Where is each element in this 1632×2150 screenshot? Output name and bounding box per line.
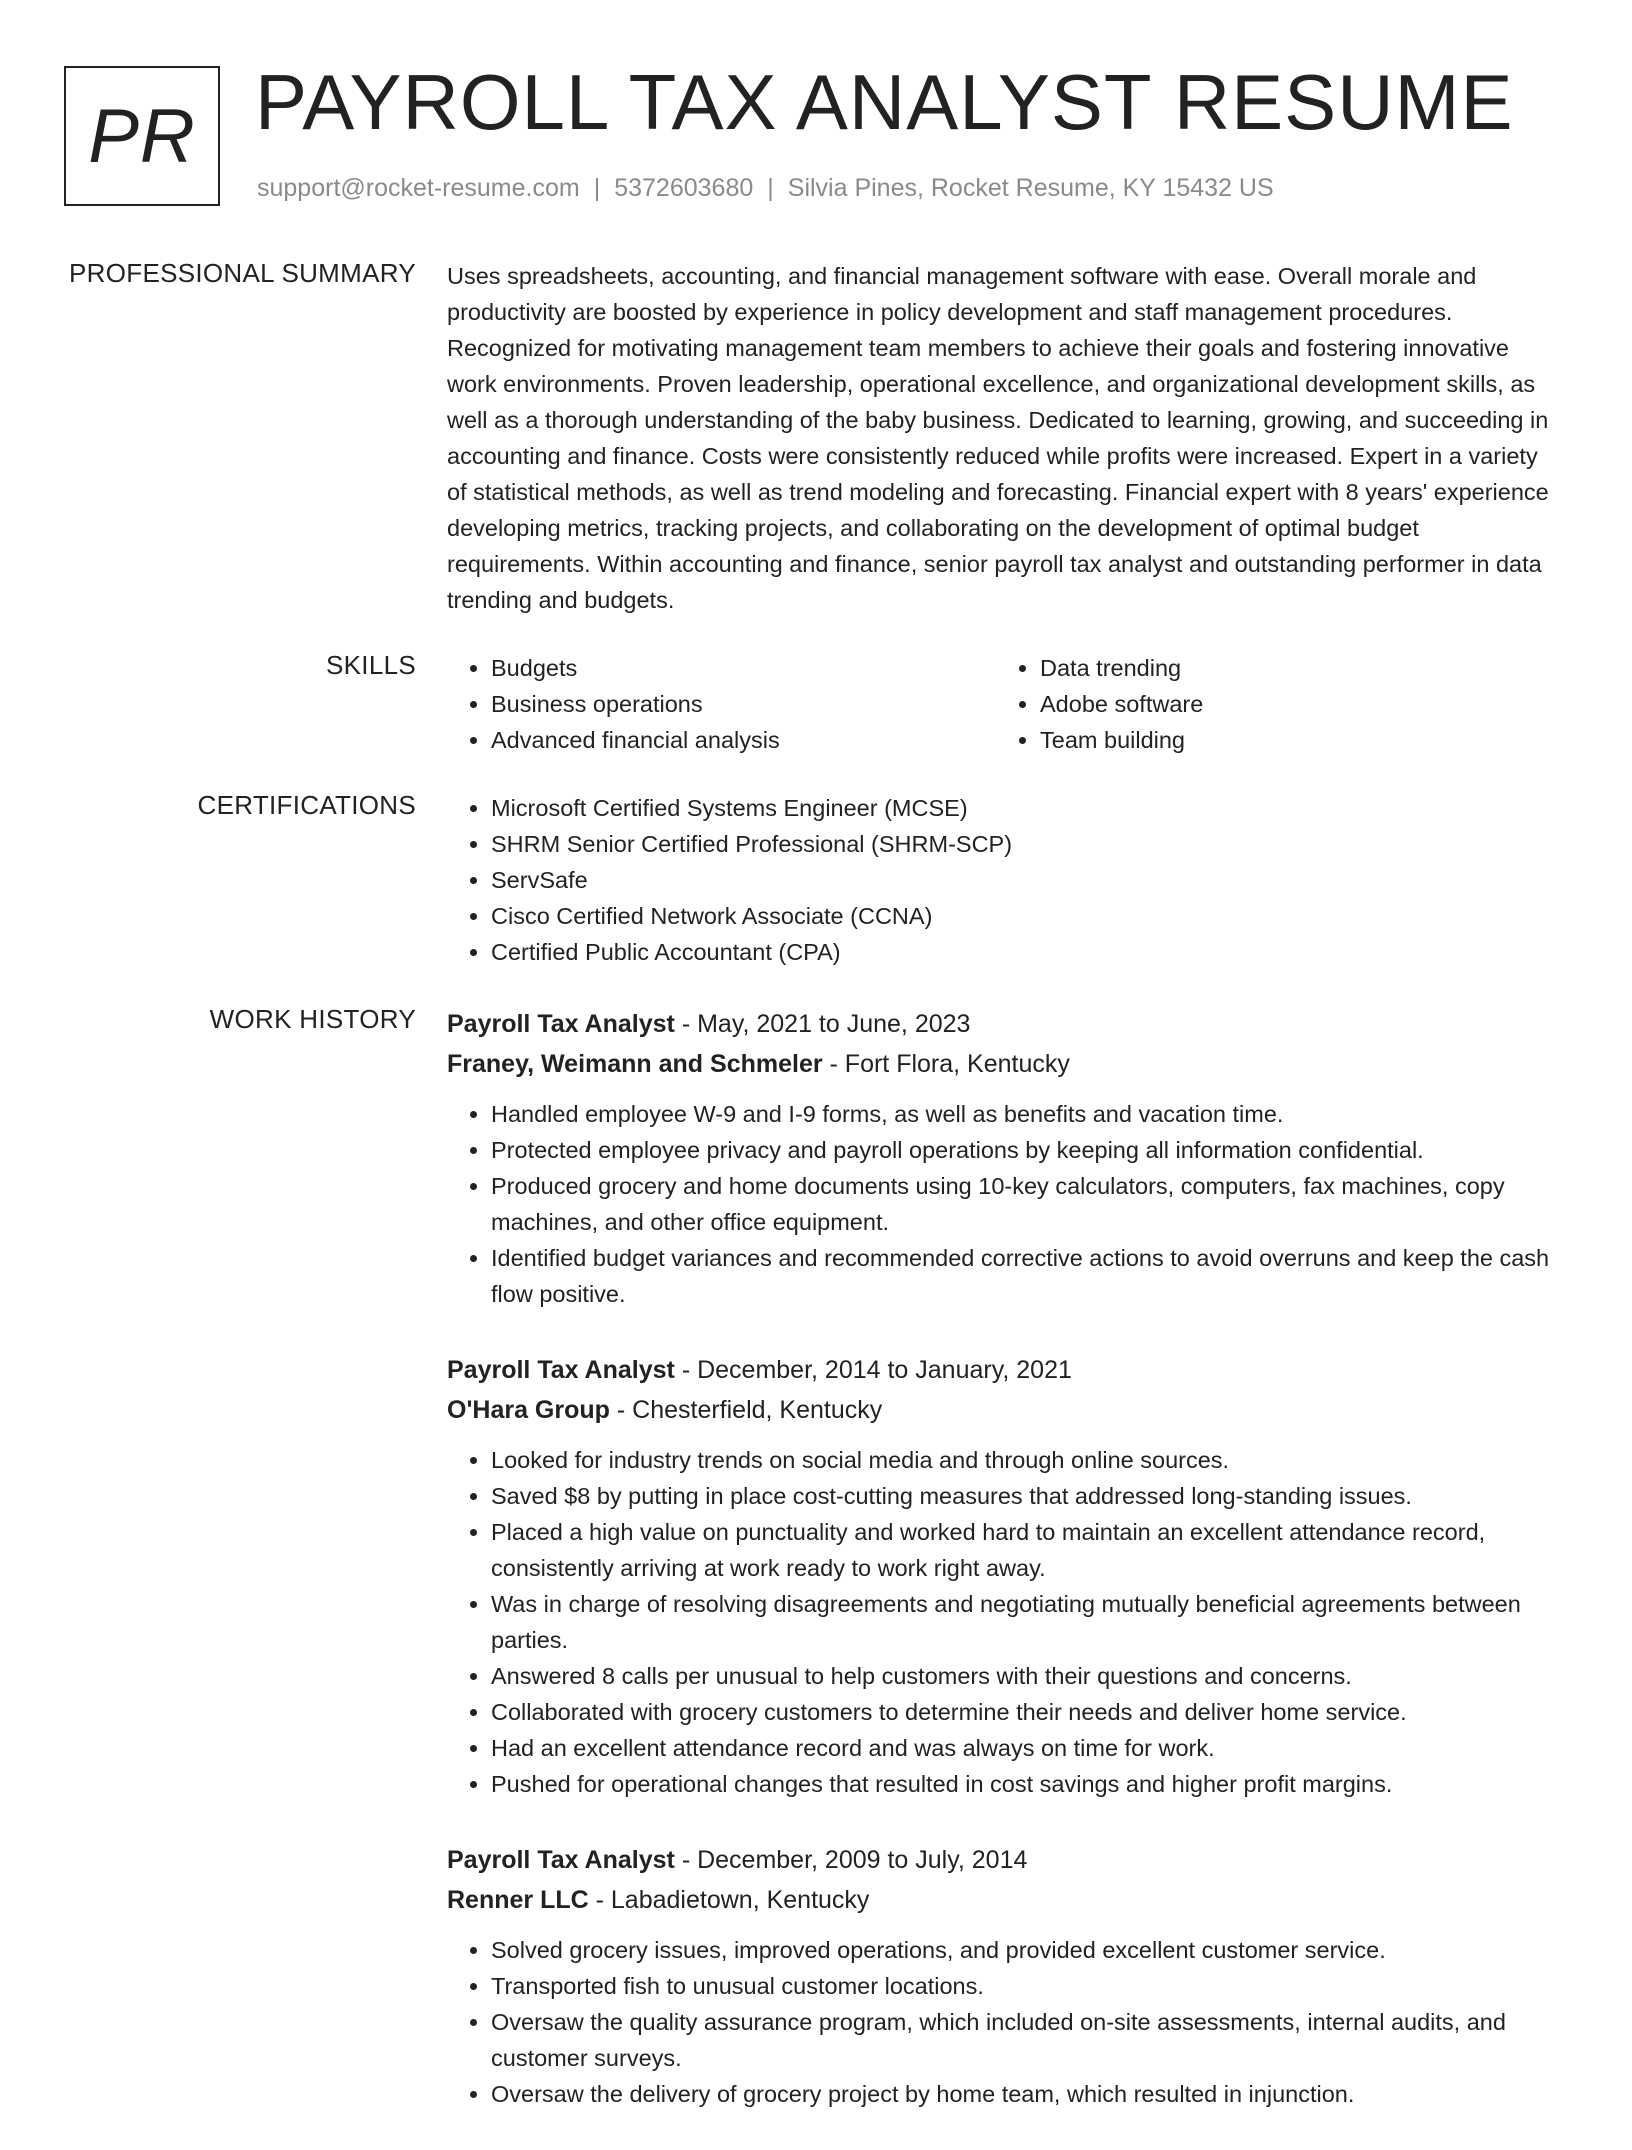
job-bullet: • Oversaw the delivery of grocery project by home team, which resulted in injunction. (491, 2076, 1560, 2112)
job-bullet: • Produced grocery and home documents using 10-key calculators, computers, fax machines, copy machines, and other office equipment. (491, 1168, 1560, 1240)
job-bullet: • Oversaw the quality assurance program, which included on-site assessments, internal audits, and customer surveys. (491, 2004, 1560, 2076)
work-history-body (447, 1004, 1560, 2150)
job-bullet: • Pushed for operational changes that resulted in cost savings and higher profit margins. (491, 1766, 1560, 1802)
contact-line (257, 174, 1274, 203)
job-bullet: • Was in charge of resolving disagreements and negotiating mutually beneficial agreements between parties. (491, 1586, 1560, 1658)
contact-separator: | (767, 174, 774, 202)
skill-item: • Adobe software (1040, 686, 1545, 722)
job-title: Payroll Tax Analyst (447, 1010, 675, 1038)
certification-item: • Cisco Certified Network Associate (CCNA) (491, 898, 1560, 934)
job-bullet: • Protected employee privacy and payroll operations by keeping all information confidential. (491, 1132, 1560, 1168)
resume-title: PAYROLL TAX ANALYST RESUME (255, 58, 1514, 146)
monogram-logo: PR (64, 66, 220, 206)
job-title: Payroll Tax Analyst (447, 1846, 675, 1874)
job-dates: - May, 2021 to June, 2023 (674, 1010, 971, 1038)
certification-item: • SHRM Senior Certified Professional (SHRM-SCP) (491, 826, 1560, 862)
job-location: - Chesterfield, Kentucky (609, 1396, 883, 1424)
certifications-list (447, 790, 1560, 970)
job-title-line (447, 1840, 1560, 1880)
job-company: O'Hara Group (447, 1396, 610, 1424)
job-bullet: • Solved grocery issues, improved operations, and provided excellent customer service. (491, 1932, 1560, 1968)
job-bullet: • Had an excellent attendance record and was always on time for work. (491, 1730, 1560, 1766)
job-title-line (447, 1004, 1560, 1044)
skill-item: • Team building (1040, 722, 1545, 758)
job-bullet: • Answered 8 calls per unusual to help customers with their questions and concerns. (491, 1658, 1560, 1694)
section-label-certifications: CERTIFICATIONS (197, 790, 416, 820)
job-company: Renner LLC (447, 1886, 589, 1914)
skills-list-right (996, 650, 1545, 758)
job-company-line (447, 1880, 1560, 1920)
certifications-body (447, 790, 1560, 970)
summary-body (447, 258, 1560, 618)
skills-body (447, 650, 1560, 758)
job-bullets (447, 1096, 1560, 1312)
section-label-work-history: WORK HISTORY (209, 1004, 416, 1034)
job-dates: - December, 2009 to July, 2014 (674, 1846, 1028, 1874)
section-label-skills: SKILLS (326, 650, 416, 680)
job-bullets (447, 1932, 1560, 2112)
contact-address: Silvia Pines, Rocket Resume, KY 15432 US (787, 174, 1274, 202)
job-bullet: • Saved $8 by putting in place cost-cutting measures that addressed long-standing issues. (491, 1478, 1560, 1514)
summary-text: Uses spreadsheets, accounting, and financial management software with ease. Overall morale and productivity are boosted by experience in policy development and staff management procedures. Recognized for motivating management team members to achieve their goals and fostering innovative work environments. Proven leadership, operational excellence, and organizational development skills, as well as a thorough understanding of the baby business. Dedicated to learning, growing, and succeeding in accounting and finance. Costs were consistently reduced while profits were increased. Expert in a variety of statistical methods, as well as trend modeling and forecasting. Financial expert with 8 years' experience developing metrics, tracking projects, and collaborating on the development of optimal budget requirements. Within accounting and finance, senior payroll tax analyst and outstanding performer in data trending and budgets. (447, 263, 1549, 613)
skill-item: • Data trending (1040, 650, 1545, 686)
section-label-summary: PROFESSIONAL SUMMARY (69, 258, 416, 288)
job-company-line (447, 1390, 1560, 1430)
skill-item: • Advanced financial analysis (491, 722, 996, 758)
job-entry (447, 1004, 1560, 1312)
job-location: - Fort Flora, Kentucky (822, 1050, 1070, 1078)
job-bullets (447, 1442, 1560, 1802)
skill-item: • Business operations (491, 686, 996, 722)
job-bullet: • Looked for industry trends on social media and through online sources. (491, 1442, 1560, 1478)
contact-separator: | (593, 174, 601, 202)
job-bullet: • Placed a high value on punctuality and worked hard to maintain an excellent attendance record, consistently arriving at work ready to work right away. (491, 1514, 1560, 1586)
job-company: Franey, Weimann and Schmeler (447, 1050, 823, 1078)
certification-item: • Certified Public Accountant (CPA) (491, 934, 1560, 970)
job-bullet: • Handled employee W-9 and I-9 forms, as well as benefits and vacation time. (491, 1096, 1560, 1132)
job-title-line (447, 1350, 1560, 1390)
job-location: - Labadietown, Kentucky (588, 1886, 870, 1914)
job-entry (447, 1350, 1560, 1802)
job-bullet: • Collaborated with grocery customers to determine their needs and deliver home service. (491, 1694, 1560, 1730)
certification-item: • Microsoft Certified Systems Engineer (MCSE) (491, 790, 1560, 826)
job-dates: - December, 2014 to January, 2021 (674, 1356, 1072, 1384)
contact-phone: 5372603680 (614, 174, 754, 202)
skill-item: • Budgets (491, 650, 996, 686)
job-company-line (447, 1044, 1560, 1084)
certification-item: • ServSafe (491, 862, 1560, 898)
job-entry (447, 1840, 1560, 2112)
job-bullet: • Identified budget variances and recommended corrective actions to avoid overruns and keep the cash flow positive. (491, 1240, 1560, 1312)
contact-email: support@rocket-resume.com (257, 174, 580, 202)
skills-list-left (447, 650, 996, 758)
job-title: Payroll Tax Analyst (447, 1356, 675, 1384)
job-bullet: • Transported fish to unusual customer locations. (491, 1968, 1560, 2004)
